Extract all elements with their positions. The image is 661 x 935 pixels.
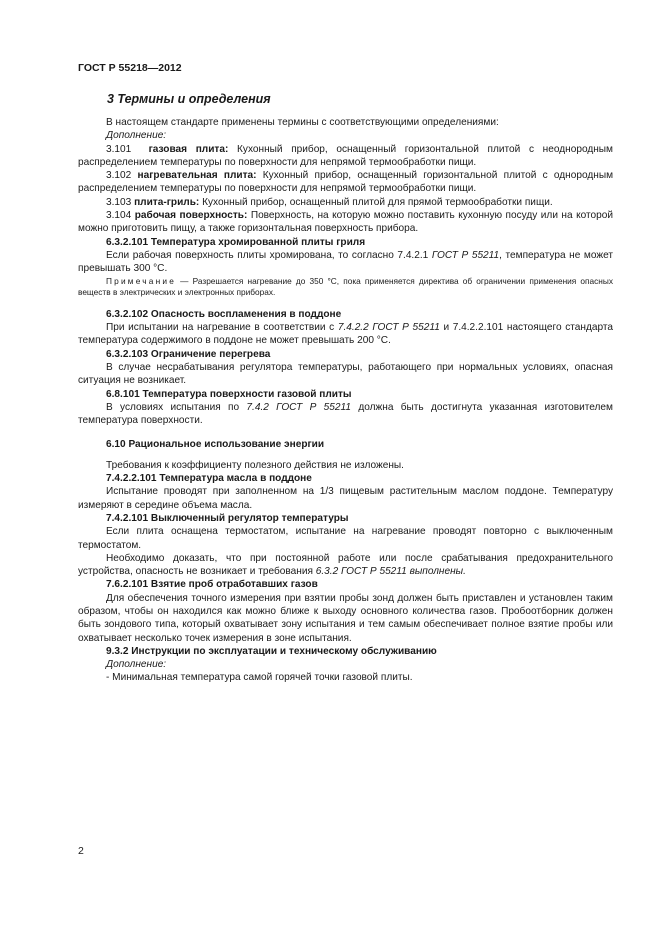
term-number: 3.103	[106, 196, 132, 208]
clause-heading: 7.6.2.101 Взятие проб отработавших газов	[106, 579, 318, 591]
clause-text: В случае несрабатывания регулятора температуры, работающего при нормальных условиях, опасная ситуация не возникает.	[78, 361, 613, 387]
clause-heading: 6.3.2.101 Температура хромированной плиты гриля	[106, 236, 366, 248]
clause-heading: 6.3.2.102 Опасность воспламенения в поддоне	[106, 308, 342, 320]
page-number: 2	[78, 845, 84, 857]
document-body	[78, 116, 613, 685]
note-text: — Разрешается нагревание до 350 °С, пока применяется директива об ограничении применения опасных веществ в электрических и электронных приборах.	[78, 275, 613, 298]
note	[78, 276, 613, 299]
list-item: - Минимальная температура самой горячей точки газовой плиты.	[106, 672, 413, 684]
intro-paragraph: В настоящем стандарте применены термины с соответствующими определениями:	[106, 117, 499, 128]
term-number: 3.102	[106, 170, 132, 182]
clause-text: Если плита оснащена термостатом, испытание на нагревание проводят повторно с выключенным термостатом.	[78, 526, 613, 551]
term-definition: Кухонный прибор, оснащенный горизонтальной плитой с однородным распределением температуры по поверхности для непрямой термообработки пищи.	[78, 170, 614, 195]
standard-reference: 7.4.2 ГОСТ Р 55211	[246, 401, 351, 413]
term-3-103	[78, 196, 613, 209]
term-name: нагревательная плита:	[137, 170, 257, 182]
clause-text: Для обеспечения точного измерения при взятии пробы зонд должен быть приставлен и установлен таким образом, чтобы он находился как можно ближе к выходу основного количества газов. Пробоотборник должен быть зондового типа, который охватывает зону испытания и тем самым обеспечивает полное взятие пробы или охватывает несколько точек измерения в зоне испытания.	[78, 592, 613, 644]
term-name: рабочая поверхность:	[134, 210, 248, 222]
term-3-104	[78, 209, 613, 236]
clause-heading: 7.4.2.101 Выключенный регулятор температуры	[106, 512, 349, 524]
term-name: плита-гриль:	[134, 196, 200, 208]
supplement-label: Дополнение:	[106, 130, 167, 142]
term-number: 3.104	[106, 210, 132, 222]
clause-text: Испытание проводят при заполненном на 1/3 пищевым растительным маслом поддоне. Температуру измеряют в середине объема масла.	[78, 486, 613, 511]
clause-heading: 6.8.101 Температура поверхности газовой плиты	[106, 388, 352, 400]
term-definition: Кухонный прибор, оснащенный плитой для прямой термообработки пищи.	[202, 196, 553, 208]
standard-reference: ГОСТ Р 55211	[431, 249, 500, 261]
term-name: газовая плита:	[148, 143, 229, 155]
section-title: 3 Термины и определения	[107, 92, 271, 106]
term-definition: Поверхность, на которую можно поставить кухонную посуду или на которой можно приготовить пищу, а также горизонтальная поверхность прибора.	[78, 210, 613, 235]
clause-text: Требования к коэффициенту полезного действия не изложены.	[106, 459, 404, 471]
standard-reference: 6.3.2 ГОСТ Р 55211 выполнены.	[315, 566, 466, 578]
clause-heading: 7.4.2.2.101 Температура масла в поддоне	[106, 473, 312, 485]
term-definition: Кухонный прибор, оснащенный горизонтальной плитой с неоднородным распределением температуры по поверхности для непрямой термообработки пищи.	[78, 143, 613, 168]
clause-text: В условиях испытания по 7.4.2 ГОСТ Р 55211 должна быть достигнута указанная изготовителем температура поверхности.	[78, 401, 613, 427]
term-3-102	[78, 169, 613, 196]
supplement-label: Дополнение:	[106, 659, 167, 671]
clause-text: При испытании на нагревание в соответствии с 7.4.2.2 ГОСТ Р 55211 и 7.4.2.2.101 настоящего стандарта температура содержимого в поддоне не может превышать 200 °С.	[78, 322, 613, 347]
standard-reference: 7.4.2.2 ГОСТ Р 55211	[337, 322, 440, 334]
clause-heading: 6.3.2.103 Ограничение перегрева	[106, 348, 271, 360]
clause-heading: 9.3.2 Инструкции по эксплуатации и техническому обслуживанию	[106, 645, 437, 657]
clause-text: Необходимо доказать, что при постоянной работе или после срабатывания предохранительного устройства, опасность не возникает и требования 6.3.2 ГОСТ Р 55211 выполнены.	[78, 552, 613, 578]
clause-heading: 6.10 Рациональное использование энергии	[106, 439, 325, 451]
term-number: 3.101	[106, 143, 132, 155]
note-label: Примечание	[106, 275, 177, 286]
document-id: ГОСТ Р 55218—2012	[78, 62, 182, 74]
clause-text: Если рабочая поверхность плиты хромирована, то согласно 7.4.2.1 ГОСТ Р 55211, температура не может превышать 300 °С.	[78, 249, 613, 275]
term-3-101	[78, 143, 613, 170]
